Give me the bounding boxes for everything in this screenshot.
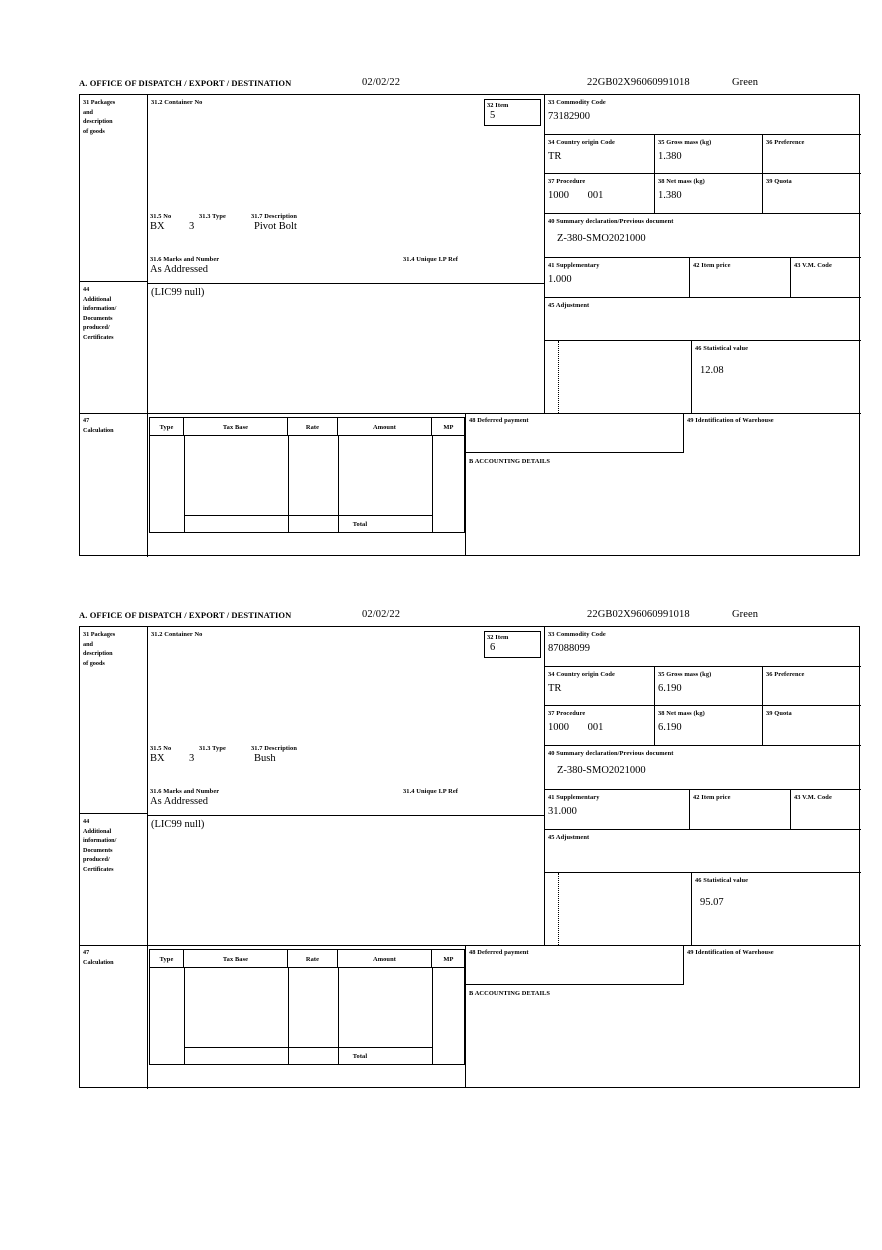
package-description-value: Pivot Bolt xyxy=(254,221,297,232)
box36-value xyxy=(763,147,861,151)
box39-value xyxy=(763,186,861,190)
box40-value: Z-380-SMO2021000 xyxy=(557,233,646,244)
box47-col-taxbase-header xyxy=(184,950,288,968)
box33-commodity-code-cell xyxy=(545,95,861,135)
box44-label-line-6: Certificates xyxy=(83,865,114,873)
box47-total-label: Total xyxy=(352,521,368,528)
box31-label-line-3: description xyxy=(83,118,113,125)
box47-col-mp-header xyxy=(432,950,465,968)
box40-label: 40 Summary declaration/Previous document xyxy=(548,750,674,757)
box47-calculation-table xyxy=(149,949,465,1065)
box33-value: 87088099 xyxy=(548,643,590,654)
box49-warehouse-cell xyxy=(683,413,861,453)
box41-value: 1.000 xyxy=(548,274,572,285)
box45-value xyxy=(545,842,861,844)
box46-statistical-value-cell xyxy=(691,873,861,945)
declaration-frame xyxy=(79,94,860,556)
box38-net-mass-cell xyxy=(655,174,763,214)
box43-label: 43 V.M. Code xyxy=(794,794,832,801)
box33-label: 33 Commodity Code xyxy=(548,99,606,106)
box47-label-line-1: 47 xyxy=(83,949,90,956)
box36-label: 36 Preference xyxy=(766,671,805,678)
office-of-dispatch-label: A. OFFICE OF DISPATCH / EXPORT / DESTINATION xyxy=(79,610,292,620)
box37-value-a: 1000 xyxy=(548,190,569,201)
package-no-label: 31.5 No xyxy=(150,745,172,752)
box42-item-price-cell xyxy=(690,258,791,298)
box40-value: Z-380-SMO2021000 xyxy=(557,765,646,776)
box38-net-mass-cell xyxy=(655,706,763,746)
box36-value xyxy=(763,679,861,683)
form-header xyxy=(79,78,862,94)
box47-total-cell xyxy=(288,516,432,533)
box46-value: 12.08 xyxy=(700,365,724,376)
box49-value xyxy=(684,957,861,959)
box31-label-line-2: and xyxy=(83,640,93,648)
boxB-label: B ACCOUNTING DETAILS xyxy=(469,990,551,997)
box48-value xyxy=(466,425,683,427)
box43-value xyxy=(791,270,861,274)
box39-label: 39 Quota xyxy=(766,178,792,185)
box44-value: (LIC99 null) xyxy=(151,287,205,298)
box37-value-b: 001 xyxy=(587,722,604,733)
declaration-form-1 xyxy=(79,78,862,556)
box39-label: 39 Quota xyxy=(766,710,792,717)
container-no-label: 31.2 Container No xyxy=(151,99,203,106)
box36-preference-cell xyxy=(763,135,861,174)
boxB-accounting-details-cell xyxy=(465,453,861,556)
box47-col-mp-header xyxy=(432,418,465,436)
box41-value: 31.000 xyxy=(548,806,577,817)
box47-header-rate: Rate xyxy=(305,424,320,431)
box45-adjustment-cell xyxy=(545,830,861,873)
box47-header-mp: MP xyxy=(443,956,454,963)
boxB-label: B ACCOUNTING DETAILS xyxy=(469,458,551,465)
box47-vline-1 xyxy=(184,968,185,1065)
box38-label: 38 Net mass (kg) xyxy=(658,710,705,717)
box34-country-origin-cell xyxy=(545,667,655,706)
routing-lane: Green xyxy=(732,77,759,88)
box42-value xyxy=(690,802,790,806)
unique-ip-ref-label: 31.4 Unique I.P Ref xyxy=(403,256,458,263)
box31-package-row xyxy=(150,212,550,244)
box42-label: 42 Item price xyxy=(693,262,731,269)
box36-preference-cell xyxy=(763,667,861,706)
package-type-value: 3 xyxy=(189,753,195,764)
box45-adjustment-cell xyxy=(545,298,861,341)
declaration-frame xyxy=(79,626,860,1088)
box44-label-line-1: 44 xyxy=(83,818,90,825)
box37-procedure-cell xyxy=(545,174,655,214)
box31-marks-row xyxy=(150,787,550,815)
box32-item-cell xyxy=(484,99,541,126)
box31-label-line-1: 31 Packages xyxy=(83,631,116,638)
box35-label: 35 Gross mass (kg) xyxy=(658,139,712,146)
box44-label-line-2: Additional xyxy=(83,827,112,835)
box35-value: 6.190 xyxy=(658,683,682,694)
marks-and-number-label: 31.6 Marks and Number xyxy=(150,788,220,795)
box46-value: 95.07 xyxy=(700,897,724,908)
box39-quota-cell xyxy=(763,706,861,746)
box33-label: 33 Commodity Code xyxy=(548,631,606,638)
box47-header-type: Type xyxy=(159,424,174,431)
box48-deferred-payment-cell xyxy=(465,413,683,453)
form-header xyxy=(79,610,862,626)
marks-and-number-label: 31.6 Marks and Number xyxy=(150,256,220,263)
box33-commodity-code-cell xyxy=(545,627,861,667)
routing-lane: Green xyxy=(732,609,759,620)
box43-vm-code-cell xyxy=(791,258,861,298)
box49-value xyxy=(684,425,861,427)
box31-label-line-4: of goods xyxy=(83,127,105,135)
box47-label-line-2: Calculation xyxy=(83,426,114,434)
box47-vline-4 xyxy=(432,436,433,533)
package-description-label: 31.7 Description xyxy=(251,213,297,220)
box42-label: 42 Item price xyxy=(693,794,731,801)
box46-dotted-divider xyxy=(558,341,559,413)
box49-label: 49 Identification of Warehouse xyxy=(687,417,774,424)
movement-reference-number: 22GB02X96060991018 xyxy=(587,77,690,88)
movement-reference-number: 22GB02X96060991018 xyxy=(587,609,690,620)
box40-previous-document-cell xyxy=(545,214,861,258)
box47-header-taxbase: Tax Base xyxy=(222,956,249,963)
package-no-label: 31.5 No xyxy=(150,213,172,220)
box47-header-type: Type xyxy=(159,956,174,963)
declaration-date: 02/02/22 xyxy=(362,77,401,88)
box47-col-type-header xyxy=(150,950,184,968)
package-type-label: 31.3 Type xyxy=(199,745,226,752)
box32-label: 32 Item xyxy=(487,102,509,109)
box33-value: 73182900 xyxy=(548,111,590,122)
marks-and-number-value: As Addressed xyxy=(150,796,209,807)
box43-value xyxy=(791,802,861,806)
unique-ip-ref-label: 31.4 Unique I.P Ref xyxy=(403,788,458,795)
box32-item-cell xyxy=(484,631,541,658)
box44-content-cell xyxy=(148,815,544,945)
box38-label: 38 Net mass (kg) xyxy=(658,178,705,185)
box44-label-line-4: Documents xyxy=(83,846,113,854)
box47-header-amount: Amount xyxy=(373,956,396,963)
box44-label-line-5: produced/ xyxy=(83,856,110,863)
box44-label-line-4: Documents xyxy=(83,314,113,322)
package-description-label: 31.7 Description xyxy=(251,745,297,752)
box47-total-cell xyxy=(288,1048,432,1065)
box40-previous-document-cell xyxy=(545,746,861,790)
box47-vline-4 xyxy=(432,968,433,1065)
box45-value xyxy=(545,310,861,312)
box40-label: 40 Summary declaration/Previous document xyxy=(548,218,674,225)
box47-col-amount-header xyxy=(338,950,432,968)
box37-procedure-cell xyxy=(545,706,655,746)
box47-col-rate-header xyxy=(288,950,338,968)
box35-gross-mass-cell xyxy=(655,135,763,174)
marks-and-number-value: As Addressed xyxy=(150,264,209,275)
box46-statistical-value-cell xyxy=(691,341,861,413)
box37-label: 37 Procedure xyxy=(548,710,586,717)
box32-label: 32 Item xyxy=(487,634,509,641)
box47-label-cell xyxy=(80,413,147,556)
box47-label-line-2: Calculation xyxy=(83,958,114,966)
box38-value: 1.380 xyxy=(658,190,682,201)
box47-calculation-table xyxy=(149,417,465,533)
box31-label-line-4: of goods xyxy=(83,659,105,667)
box34-value: TR xyxy=(548,683,562,694)
box47-label-line-1: 47 xyxy=(83,417,90,424)
box39-quota-cell xyxy=(763,174,861,214)
box34-value: TR xyxy=(548,151,562,162)
container-no-label: 31.2 Container No xyxy=(151,631,203,638)
box49-label: 49 Identification of Warehouse xyxy=(687,949,774,956)
box42-value xyxy=(690,270,790,274)
boxB-accounting-details-cell xyxy=(465,985,861,1088)
box41-label: 41 Supplementary xyxy=(548,262,600,269)
box34-country-origin-cell xyxy=(545,135,655,174)
box32-value: 5 xyxy=(490,110,496,121)
box48-label: 48 Deferred payment xyxy=(469,417,529,424)
box43-label: 43 V.M. Code xyxy=(794,262,832,269)
box37-value-b: 001 xyxy=(587,190,604,201)
box44-value: (LIC99 null) xyxy=(151,819,205,830)
box35-value: 1.380 xyxy=(658,151,682,162)
box34-label: 34 Country origin Code xyxy=(548,671,615,678)
box47-header-rate: Rate xyxy=(305,956,320,963)
package-description-value: Bush xyxy=(254,753,276,764)
box44-label-line-2: Additional xyxy=(83,295,112,303)
box41-label: 41 Supplementary xyxy=(548,794,600,801)
box32-value: 6 xyxy=(490,642,496,653)
box47-total-label: Total xyxy=(352,1053,368,1060)
box47-header-mp: MP xyxy=(443,424,454,431)
box48-label: 48 Deferred payment xyxy=(469,949,529,956)
box35-label: 35 Gross mass (kg) xyxy=(658,671,712,678)
boxB-value xyxy=(466,998,861,1000)
box31-label-line-3: description xyxy=(83,650,113,657)
box47-col-rate-header xyxy=(288,418,338,436)
box44-label-line-5: produced/ xyxy=(83,324,110,331)
box43-vm-code-cell xyxy=(791,790,861,830)
box47-col-type-header xyxy=(150,418,184,436)
box35-gross-mass-cell xyxy=(655,667,763,706)
box44-label-cell xyxy=(80,281,147,413)
package-no-value: BX xyxy=(150,753,165,764)
box41-supplementary-cell xyxy=(545,258,690,298)
box47-label-cell xyxy=(80,945,147,1088)
box47-header-taxbase: Tax Base xyxy=(222,424,249,431)
box44-label-cell xyxy=(80,813,147,945)
box48-value xyxy=(466,957,683,959)
box41-supplementary-cell xyxy=(545,790,690,830)
box31-label-line-1: 31 Packages xyxy=(83,99,116,106)
box39-value xyxy=(763,718,861,722)
box44-label-line-3: information/ xyxy=(83,305,117,312)
box31-marks-row xyxy=(150,255,550,283)
box46-label: 46 Statistical value xyxy=(695,877,749,884)
box47-col-amount-header xyxy=(338,418,432,436)
box45-label: 45 Adjustment xyxy=(548,834,590,841)
package-type-value: 3 xyxy=(189,221,195,232)
office-of-dispatch-label: A. OFFICE OF DISPATCH / EXPORT / DESTINATION xyxy=(79,78,292,88)
box47-header-amount: Amount xyxy=(373,424,396,431)
box48-deferred-payment-cell xyxy=(465,945,683,985)
boxB-value xyxy=(466,466,861,468)
box36-label: 36 Preference xyxy=(766,139,805,146)
box34-label: 34 Country origin Code xyxy=(548,139,615,146)
box44-content-cell xyxy=(148,283,544,413)
box47-vline-1 xyxy=(184,436,185,533)
package-no-value: BX xyxy=(150,221,165,232)
package-type-label: 31.3 Type xyxy=(199,213,226,220)
box31-package-row xyxy=(150,744,550,776)
box44-label-line-6: Certificates xyxy=(83,333,114,341)
box46-label: 46 Statistical value xyxy=(695,345,749,352)
box37-label: 37 Procedure xyxy=(548,178,586,185)
box46-dotted-divider xyxy=(558,873,559,945)
box47-col-taxbase-header xyxy=(184,418,288,436)
declaration-form-2 xyxy=(79,610,862,1088)
box42-item-price-cell xyxy=(690,790,791,830)
box45-label: 45 Adjustment xyxy=(548,302,590,309)
box37-value-a: 1000 xyxy=(548,722,569,733)
box31-label-line-2: and xyxy=(83,108,93,116)
box49-warehouse-cell xyxy=(683,945,861,985)
box38-value: 6.190 xyxy=(658,722,682,733)
box44-label-line-1: 44 xyxy=(83,286,90,293)
box44-label-line-3: information/ xyxy=(83,837,117,844)
declaration-date: 02/02/22 xyxy=(362,609,401,620)
